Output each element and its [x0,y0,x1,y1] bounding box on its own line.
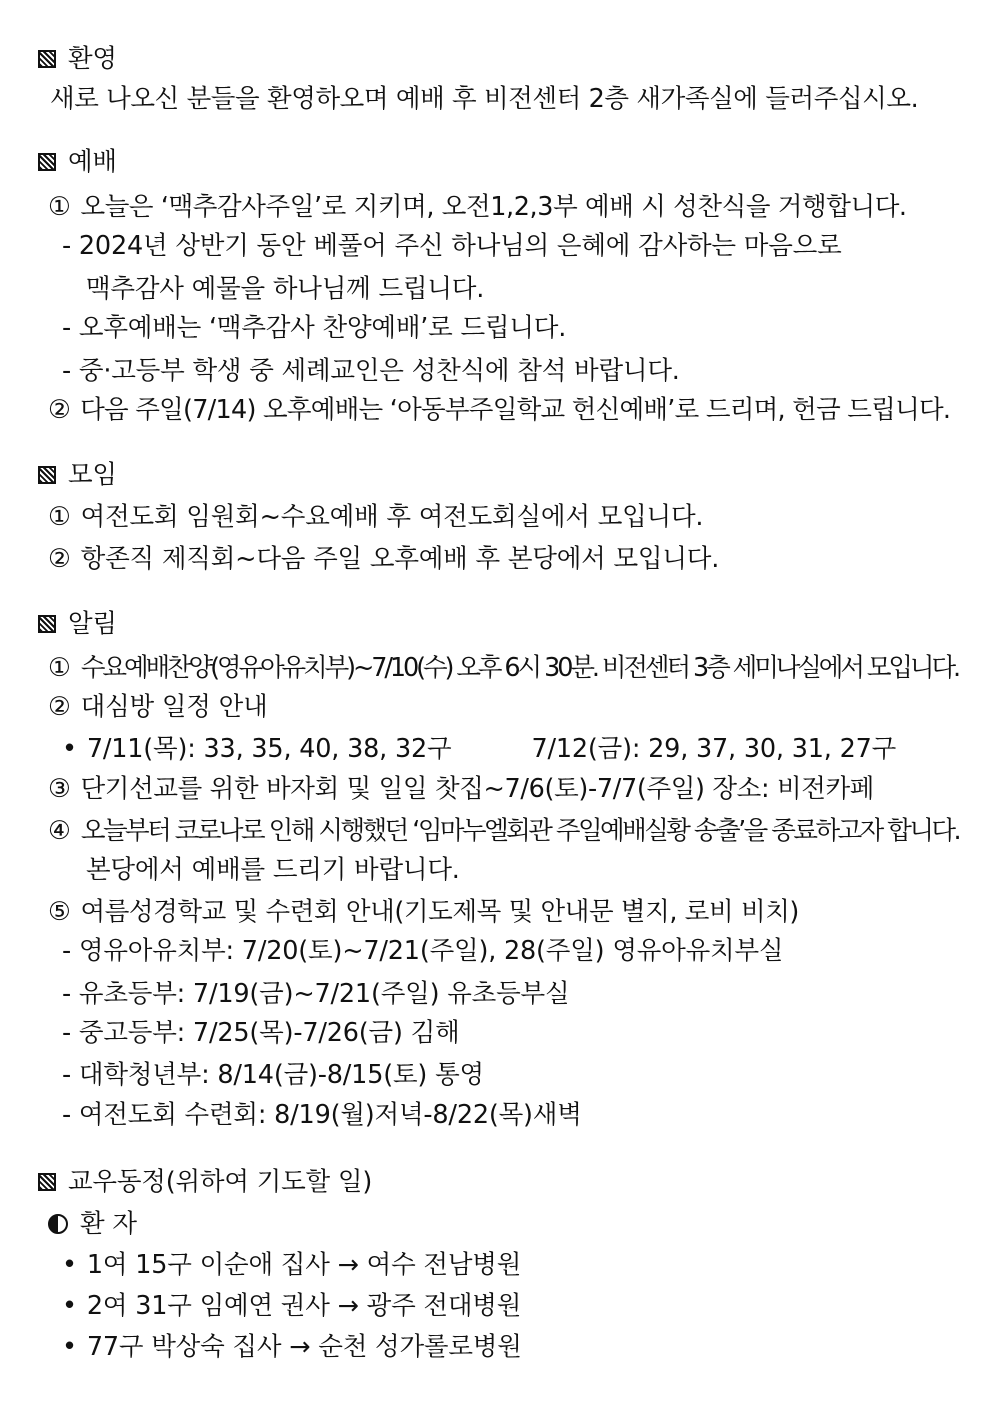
bullet-icon: • [62,1332,77,1362]
item-text: 오늘은 ‘맥추감사주일’로 지키며, 오전1,2,3부 예배 시 성찬식을 거행합니다. [80,192,907,222]
notices-item-4 [48,812,959,850]
worship-item-1-sub-1a: - 2024년 상반기 동안 베풀어 주신 하나님의 은혜에 감사하는 마음으로 [62,231,842,261]
item-number: ③ [48,774,71,804]
section-marker-icon [38,50,56,68]
summer-sub-3: - 중고등부: 7/25(목)-7/26(금) 김해 [62,1018,460,1048]
item-text: 수요예배찬양(영유아유치부)~7/10(수) 오후 6시 30분. 비전센터 3층 세미나실에서 모입니다. [80,653,959,683]
section-marker-icon [38,1173,56,1191]
notices-item-2 [48,688,268,726]
bullet-icon: • [62,1291,77,1321]
item-text: 오늘부터 코로나로 인해 시행했던 ‘임마누엘회관 주일예배실황 송출’을 종료하고자 합니다. [80,816,960,846]
meetings-item-1 [48,498,703,536]
section-title: 모임 [68,460,117,490]
section-welcome-heading [38,40,117,78]
schedule-day-2: 7/12(금): 29, 37, 30, 31, 27구 [531,734,897,764]
section-title: 교우동정(위하여 기도할 일) [68,1167,373,1197]
section-meetings-heading [38,456,117,494]
bullet-icon: • [62,1250,77,1280]
worship-item-1 [48,188,907,226]
item-text: 여전도회 임원회~수요예배 후 여전도회실에서 모입니다. [80,502,704,532]
item-number: ② [48,395,71,425]
patient-text: 2여 31구 임예연 권사 → 광주 전대병원 [86,1291,522,1321]
item-number: ② [48,692,71,722]
worship-item-2 [48,391,950,429]
visitation-schedule [62,730,896,768]
patients-heading [48,1205,137,1243]
summer-sub-2: - 유초등부: 7/19(금)~7/21(주일) 유초등부실 [62,979,570,1009]
section-notices-heading [38,605,117,643]
section-title: 환영 [68,44,117,74]
patient-text: 1여 15구 이순애 집사 → 여수 전남병원 [86,1250,522,1280]
item-text: 다음 주일(7/14) 오후예배는 ‘아동부주일학교 헌신예배’로 드리며, 헌금 드립니다. [80,395,951,425]
worship-item-1-sub-2: - 오후예배는 ‘맥추감사 찬양예배’로 드립니다. [62,313,567,343]
patient-item [62,1246,521,1284]
summer-sub-1: - 영유아유치부: 7/20(토)~7/21(주일), 28(주일) 영유아유치부실 [62,936,784,966]
section-title: 예배 [68,147,117,177]
item-number: ② [48,544,71,574]
notices-item-1 [48,649,958,687]
summer-sub-5: - 여전도회 수련회: 8/19(월)저녁-8/22(목)새벽 [62,1100,582,1130]
welcome-text: 새로 나오신 분들을 환영하오며 예배 후 비전센터 2층 새가족실에 들러주십시오. [50,84,919,114]
schedule-day-1: 7/11(목): 33, 35, 40, 38, 32구 [86,734,452,764]
patients-title: 환 자 [80,1209,137,1239]
notices-item-5 [48,893,799,931]
item-number: ① [48,653,71,683]
section-marker-icon [38,615,56,633]
notices-item-4-cont: 본당에서 예배를 드리기 바랍니다. [86,855,460,885]
bullet-icon: • [62,734,77,764]
worship-item-1-sub-1b: 맥추감사 예물을 하나님께 드립니다. [86,274,485,304]
item-text: 여름성경학교 및 수련회 안내(기도제목 및 안내문 별지, 로비 비치) [80,897,799,927]
half-circle-icon [48,1214,68,1234]
item-number: ① [48,192,71,222]
section-marker-icon [38,153,56,171]
section-fellowship-heading [38,1163,372,1201]
section-worship-heading [38,143,117,181]
patient-text: 77구 박상숙 집사 → 순천 성가롤로병원 [86,1332,522,1362]
worship-item-1-sub-3: - 중·고등부 학생 중 세례교인은 성찬식에 참석 바랍니다. [62,356,680,386]
section-title: 알림 [68,609,117,639]
section-marker-icon [38,466,56,484]
item-number: ① [48,502,71,532]
patient-item [62,1287,521,1325]
item-text: 대심방 일정 안내 [80,692,268,722]
item-text: 단기선교를 위한 바자회 및 일일 찻집~7/6(토)-7/7(주일) 장소: 비전카페 [80,774,875,804]
notices-item-3 [48,770,874,808]
summer-sub-4: - 대학청년부: 8/14(금)-8/15(토) 통영 [62,1060,484,1090]
item-number: ④ [48,816,71,846]
item-text: 항존직 제직회~다음 주일 오후예배 후 본당에서 모입니다. [80,544,720,574]
patient-item [62,1328,522,1366]
meetings-item-2 [48,540,719,578]
item-number: ⑤ [48,897,71,927]
